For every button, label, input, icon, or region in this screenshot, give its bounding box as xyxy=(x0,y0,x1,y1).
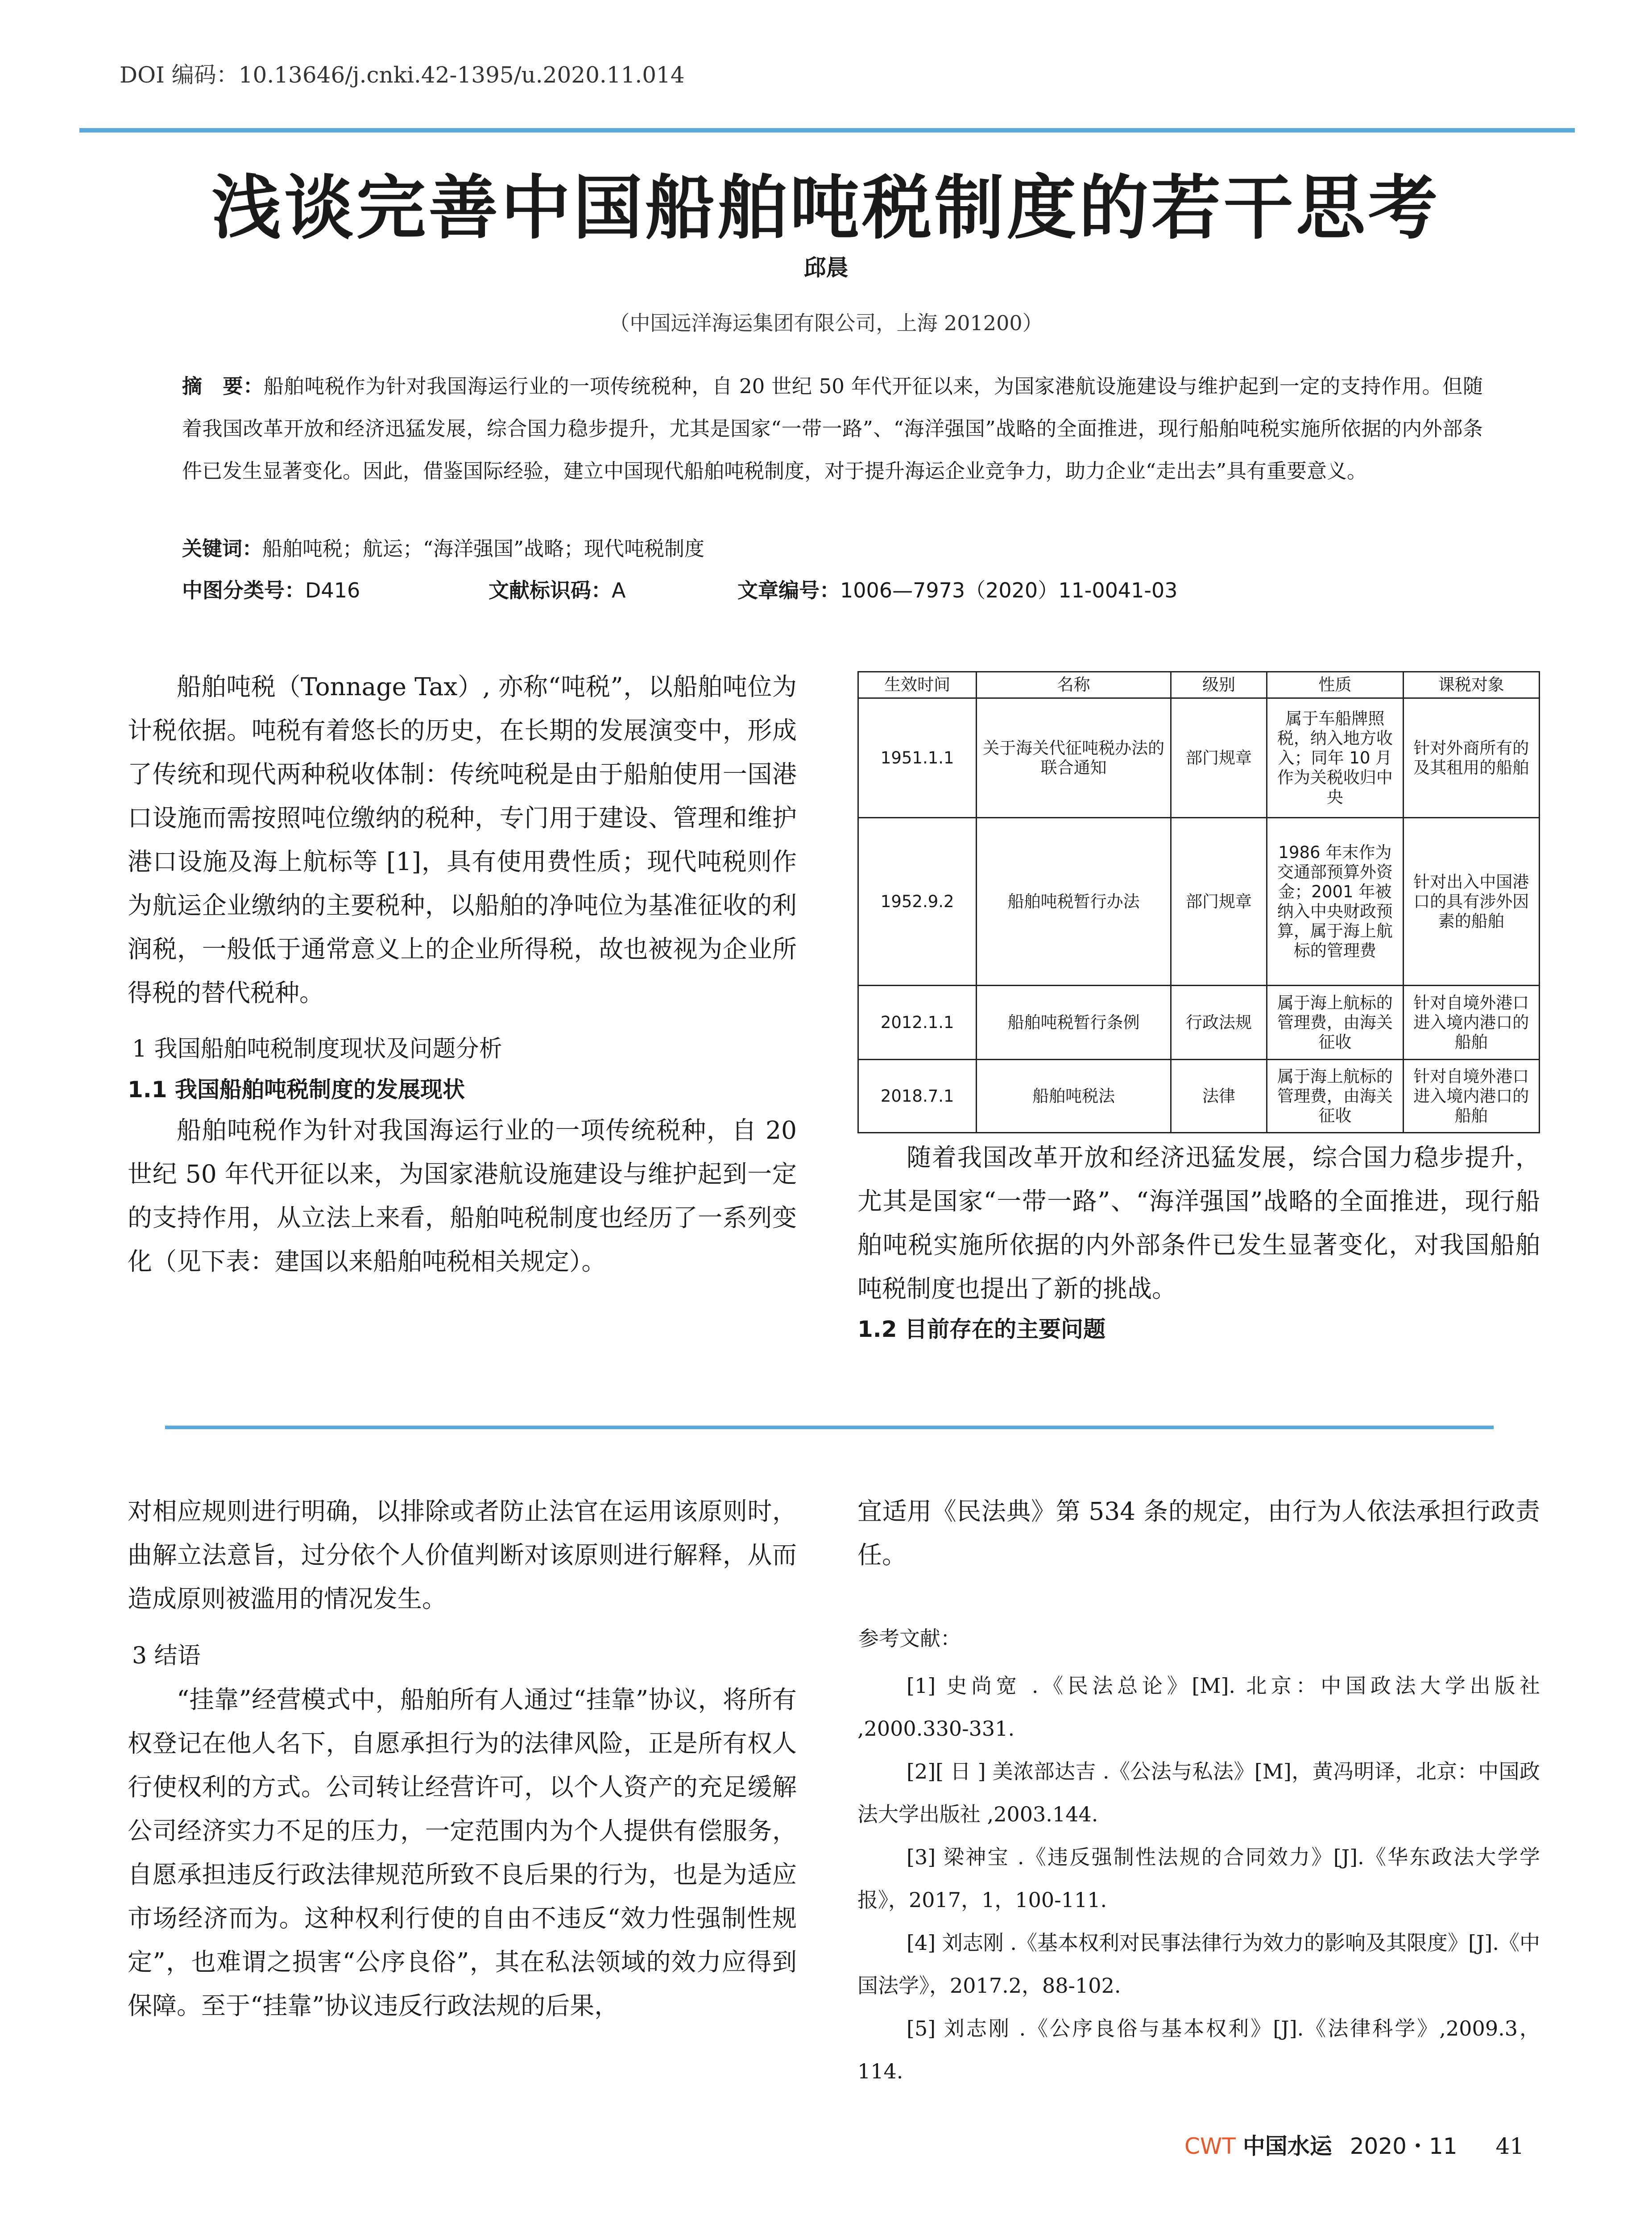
author-name: 邱晨 xyxy=(803,255,849,281)
table-row xyxy=(858,698,1540,818)
clc-number: 中图分类号：D416 xyxy=(182,578,360,602)
table-cell: 关于海关代征吨税办法的联合通知 xyxy=(977,698,1171,818)
table-header-row xyxy=(858,672,1540,698)
reference-item: [4] 刘志刚 .《基本权利对民事法律行为效力的影响及其限度》[J].《中国法学》，2017.2，88-102. xyxy=(857,1931,1540,1998)
table-cell: 船舶吨税法 xyxy=(977,1060,1171,1133)
doi-line: DOI 编码：10.13646/j.cnki.42-1395/u.2020.11.014 xyxy=(120,62,685,88)
table-row xyxy=(858,986,1540,1060)
table-cell: 部门规章 xyxy=(1171,698,1267,818)
page-footer xyxy=(1184,2128,1524,2161)
page-number: 41 xyxy=(1495,2133,1524,2159)
table-header-cell: 级别 xyxy=(1171,672,1267,698)
conclusion-paragraph: “挂靠”经营模式中，船舶所有人通过“挂靠”协议，将所有权登记在他人名下，自愿承担行为的法律风险，正是所有权人行使权利的方式。公司转让经营许可，以个人资产的充足缓解公司经济实力不足的压力，一定范围内为个人提供有偿服务，自愿承担违反行政法律规范所致不良后果的行为，也是为适应市场经济而为。这种权利行使的自由不违反“效力性强制性规定”，也难谓之损害“公序良俗”，其在私法领域的效力应得到保障。至于“挂靠”协议违反行政法规的后果， xyxy=(128,1685,797,2020)
reference-item: [5] 刘志刚 .《公序良俗与基本权利》[J].《法律科学》,2009.3，114. xyxy=(857,2016,1540,2083)
table-cell: 针对自境外港口进入境内港口的船舶 xyxy=(1403,986,1539,1060)
top-divider xyxy=(79,128,1575,133)
table-cell: 针对自境外港口进入境内港口的船舶 xyxy=(1403,1060,1539,1133)
lower-right-column xyxy=(857,1489,1540,1577)
brand-logo: CWT xyxy=(1184,2133,1236,2159)
table-cell: 法律 xyxy=(1171,1060,1267,1133)
table-cell: 1952.9.2 xyxy=(858,818,977,986)
table-cell: 针对出入中国港口的具有涉外因素的船舶 xyxy=(1403,818,1539,986)
document-code: 文献标识码：A xyxy=(489,578,626,602)
abstract-label: 摘 要： xyxy=(182,374,264,398)
article-number: 文章编号：1006—7973（2020）11-0041-03 xyxy=(737,578,1178,602)
table-row xyxy=(858,818,1540,986)
issue-number: 2020・11 xyxy=(1350,2133,1457,2159)
right-column xyxy=(857,1136,1540,1348)
abstract-text: 船舶吨税作为针对我国海运行业的一项传统税种，自 20 世纪 50 年代开征以来，为国家港航设施建设与维护起到一定的支持作用。但随着我国改革开放和经济迅猛发展，综合国力稳步提升，尤其是国家“一带一路”、“海洋强国”战略的全面推进，现行船舶吨税实施所依据的内外部条件已发生显著变化。因此，借鉴国际经验，建立中国现代船舶吨税制度，对于提升海运企业竞争力，助力企业“走出去”具有重要意义。 xyxy=(182,374,1483,483)
table-cell: 2018.7.1 xyxy=(858,1060,977,1133)
table-cell: 船舶吨税暂行办法 xyxy=(977,818,1171,986)
intro-paragraph: 船舶吨税（Tonnage Tax）, 亦称“吨税”，以船舶吨位为计税依据。吨税有着悠长的历史，在长期的发展演变中，形成了传统和现代两种税收体制：传统吨税是由于船舶使用一国港口设施而需按照吨位缴纳的税种，专门用于建设、管理和维护港口设施及海上航标等 [1]，具有使用费性质；现代吨税则作为航运企业缴纳的主要税种，以船舶的净吨位为基准征收的利润税，一般低于通常意义上的企业所得税，故也被视为企业所得税的替代税种。 xyxy=(128,672,797,1007)
section-1-2-heading: 1.2 目前存在的主要问题 xyxy=(857,1316,1105,1342)
author-affiliation: （中国远洋海运集团有限公司，上海 201200） xyxy=(609,311,1043,335)
reference-item: [1] 史尚宽 .《民法总论》[M]. 北京：中国政法大学出版社 ,2000.330-331. xyxy=(857,1674,1540,1741)
table-cell: 针对外商所有的及其租用的船舶 xyxy=(1403,698,1539,818)
keywords-label: 关键词： xyxy=(182,537,263,560)
reference-item: [2][ 日 ] 美浓部达吉 .《公法与私法》[M]，黄冯明译，北京：中国政法大学出版社 ,2003.144. xyxy=(857,1759,1540,1826)
article-title: 浅谈完善中国船舶吨税制度的若干思考 xyxy=(211,167,1441,249)
keywords xyxy=(182,532,704,561)
table-header-cell: 性质 xyxy=(1267,672,1403,698)
abstract xyxy=(182,365,1483,492)
table-header-cell: 名称 xyxy=(977,672,1171,698)
table-header-cell: 生效时间 xyxy=(858,672,977,698)
tonnage-tax-table xyxy=(857,671,1540,1133)
table-cell: 2012.1.1 xyxy=(858,986,977,1060)
lower-left-column xyxy=(128,1489,797,2028)
section-1-1-paragraph: 船舶吨税作为针对我国海运行业的一项传统税种，自 20 世纪 50 年代开征以来，为国家港航设施建设与维护起到一定的支持作用，从立法上来看，船舶吨税制度也经历了一系列变化（见下表：建国以来船舶吨税相关规定）。 xyxy=(128,1116,797,1276)
references-heading: 参考文献： xyxy=(858,1626,961,1650)
continuation-paragraph: 对相应规则进行明确，以排除或者防止法官在运用该原则时，曲解立法意旨，过分依个人价值判断对该原则进行解释，从而造成原则被滥用的情况发生。 xyxy=(128,1497,797,1613)
section-1-1-heading: 1.1 我国船舶吨税制度的发展现状 xyxy=(128,1077,465,1103)
table-row xyxy=(858,1060,1540,1133)
reference-item: [3] 梁神宝 .《违反强制性法规的合同效力》[J].《华东政法大学学报》，2017，1，100-111. xyxy=(857,1845,1540,1912)
magazine-name: 中国水运 xyxy=(1242,2133,1332,2159)
table-cell: 1986 年末作为交通部预算外资金；2001 年被纳入中央财政预算，属于海上航标的管理费 xyxy=(1267,818,1403,986)
mid-divider xyxy=(165,1426,1494,1429)
right-continuation-paragraph: 宜适用《民法典》第 534 条的规定，由行为人依法承担行政责任。 xyxy=(857,1497,1540,1569)
table-cell: 部门规章 xyxy=(1171,818,1267,986)
table-cell: 行政法规 xyxy=(1171,986,1267,1060)
left-column xyxy=(128,665,797,1283)
keywords-text: 船舶吨税；航运；“海洋强国”战略；现代吨税制度 xyxy=(262,537,705,560)
right-paragraph: 随着我国改革开放和经济迅猛发展，综合国力稳步提升，尤其是国家“一带一路”、“海洋强国”战略的全面推进，现行船舶吨税实施所依据的内外部条件已发生显著变化，对我国船舶吨税制度也提出了新的挑战。 xyxy=(857,1143,1540,1303)
table-header-cell: 课税对象 xyxy=(1403,672,1539,698)
table-cell: 属于车船牌照税，纳入地方收入；同年 10 月作为关税收归中央 xyxy=(1267,698,1403,818)
table-cell: 属于海上航标的管理费，由海关征收 xyxy=(1267,986,1403,1060)
table-cell: 属于海上航标的管理费，由海关征收 xyxy=(1267,1060,1403,1133)
table-cell: 1951.1.1 xyxy=(858,698,977,818)
section-3-heading: 3 结语 xyxy=(132,1642,201,1669)
section-1-heading: 1 我国船舶吨税制度现状及问题分析 xyxy=(132,1036,502,1062)
table-cell: 船舶吨税暂行条例 xyxy=(977,986,1171,1060)
references-list xyxy=(857,1664,1540,2093)
